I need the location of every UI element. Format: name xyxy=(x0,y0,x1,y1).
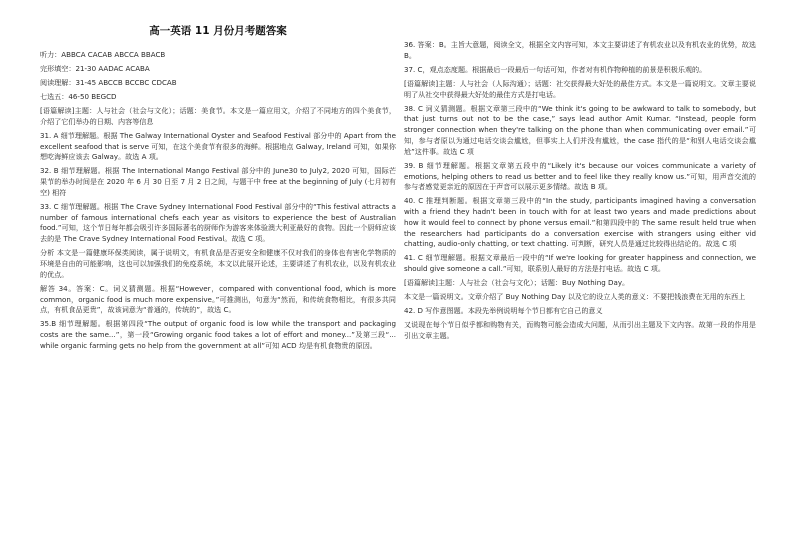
paragraph: 32. B 细节理解题。根据 The International Mango Festival 部分中的 June30 to July2, 2020 可知，国际芒果节的举办时间是在 2020 年 6 月 30 日至 7 月 2 日之间，与题干中 free at the beginning of July (七月初有空) 相符 xyxy=(40,166,396,197)
paragraph: 本文是一篇说明文。文章介绍了 Buy Nothing Day 以及它的设立人类的意义：不要把钱浪费在无用的东西上 xyxy=(404,292,746,302)
paragraph: [语篇解读]主题：人与社会（社会与文化）；话题：Buy Nothing Day。 xyxy=(404,278,630,288)
paragraph: 42. D 写作意图题。本段先举例说明每个节日都有它自己的意义 xyxy=(404,306,603,316)
answer-line: 完形填空：21-30 AADAC ACABA xyxy=(40,63,150,73)
answer-line: 听力：ABBCA CACAB ABCCA BBACB xyxy=(40,50,166,59)
right-column xyxy=(404,40,756,345)
paragraph: 又说现在每个节日似乎都和购物有关，而购物可能会造成大问题，从而引出主题及下文内容。故第一段的作用是引出文章主题。 xyxy=(404,320,756,340)
paragraph: [语篇解读]主题：人与社会（人际沟通）；话题：社交获得最大好处的最佳方式。本文是一篇说明文。文章主要说明了从社交中获得最大好处的最佳方式是打电话。 xyxy=(404,78,756,99)
left-column xyxy=(40,50,396,355)
answer-line: 阅读理解：31-45 ABCCB BCCBC CDCAB xyxy=(40,77,177,87)
paragraph: 31. A 细节理解题。根据 The Galway International Oyster and Seafood Festival 部分中的 Apart from the excellent seafood that is serve 可知，在这个美食节有很多的海鲜。根据地点 Galway, Ireland 可知，如果你想吃海鲜应该去 Galway。故选 A 项。 xyxy=(40,130,396,162)
paragraph: 35.B 细节理解题。根据第四段“The output of organic food is low while the transport and packaging costs are the same...”，第一段“Growing organic food takes a lot of effort and money...”及第三段“... while organic farming gets no help from the government at all”可知 ACD 均是有机食物贵的原因。 xyxy=(40,319,396,350)
paragraph: 39. B 细节理解题。根据文章第五段中的“Likely it's because our voices communicate a variety of emotions, helping others to read us better and to feel like they really know us.”可知，用声音交流的参与者感觉更亲近的原因在于声音可以展示更多情绪。故选 B 项。 xyxy=(404,160,756,192)
paragraph: 解答 34。答案：C。词义猜测题。根据“However，compared with conventional food, which is more common，organic food is much more expensive。”可推测出，句意为“然而，和传统食物相比，有很多共同点，有机食品更贵”，故该词意为“普通的，传统的”，故选 C。 xyxy=(40,283,396,315)
answer-line: 七选五：46-50 BEGCD xyxy=(40,91,117,101)
paragraph: 38. C 词义猜测题。根据文章第三段中的“We think it's going to be awkward to talk to somebody, but that just turns out not to be the case,” says lead author Amit Kumar. “Instead, people form stronger connection when they're talking on the phone than when communicating over email.”可知，参与者原以为通过电话交谈会尴尬，但事实上人们并没有尴尬，the case 指代的是“和别人电话交谈会尴尬”这件事。故选 C 项 xyxy=(404,103,756,156)
paragraph: 36. 答案：B。主旨大意题，阅读全文，根据全文内容可知，本文主要讲述了有机农业以及有机农业的优势，故选 B。 xyxy=(404,40,756,60)
paragraph: 41. C 细节理解题。根据文章最后一段中的“If we're looking for greater happiness and connection, we should give someone a call.”可知，联系别人最好的方法是打电话。故选 C 项。 xyxy=(404,253,756,274)
paragraph: 分析 本文是一篇健康环保类阅读，属于说明文，有机食品是否更安全和健康不仅对我们的身体也有害化学物质的环境是自由的可能影响，这也可以加强我们的免疫系统，本文以此展开论述，主要讲述了有机农业，以及有机农业的优点。 xyxy=(40,248,396,279)
page-title: 高一英语 11 月份月考题答案 xyxy=(149,25,287,37)
paragraph: [语篇解读]主题：人与社会（社会与文化）；话题：美食节。本文是一篇应用文，介绍了不同地方的四个美食节，介绍了它们举办的日期、内容等信息 xyxy=(40,105,396,126)
paragraph: 37. C，观点态度题。根据最后一段最后一句话可知，作者对有机作物种植的前景是积极乐观的。 xyxy=(404,64,707,74)
paragraph: 40. C 推理判断题。根据文章第三段中的“In the study, participants imagined having a conversation with a friend they hadn't been in touch with for at least two years and made predictions about how it would feel to connect by phone versus email.”和第四段中的 The same result held true when the researchers had participants do a conversation exercise with strangers using either vid chatting, audio-only chatting, or text chatting. 可判断，研究人员是通过比较得出结论的。故选 C 项 xyxy=(404,196,756,249)
paragraph: 33. C 细节理解题。根据 The Crave Sydney International Food Festival 部分中的“This festival attracts a number of famous international chefs each year as visitors to experience the best of Australian food.”可知，这个节日每年都会吸引许多国际著名的厨师作为游客来体验澳大利亚最好的食物。因此一个厨师应该去的是 The Crave Sydney International Food Festival。故选 C 项。 xyxy=(40,201,396,244)
